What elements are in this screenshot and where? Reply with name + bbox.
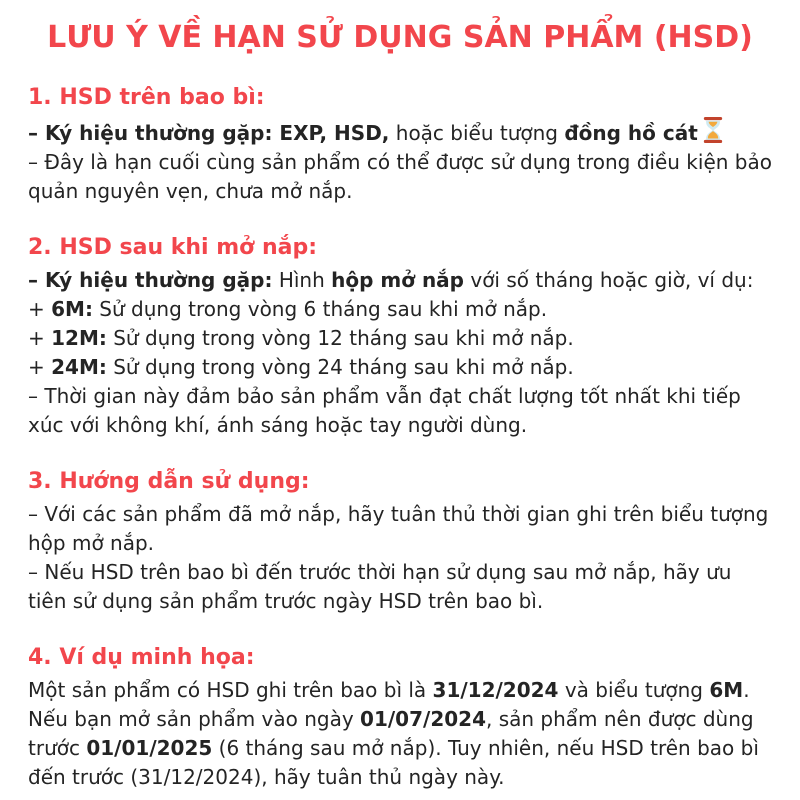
- paragraph-example: [28, 676, 772, 792]
- hourglass-icon: [702, 116, 724, 144]
- text-segment: +: [28, 297, 52, 321]
- text-segment: 12M:: [51, 326, 107, 350]
- text-segment: và biểu tượng: [558, 678, 710, 702]
- text-segment: 6M: [709, 678, 744, 702]
- page-title: LƯU Ý VỀ HẠN SỬ DỤNG SẢN PHẨM (HSD): [47, 20, 753, 55]
- text-segment: Sử dụng trong vòng 6 tháng sau khi mở nắp.: [92, 297, 548, 321]
- text-segment: – Đây là hạn cuối cùng sản phẩm có thể được sử dụng trong điều kiện bảo quản nguyên vẹn, chưa mở nắp.: [28, 150, 772, 203]
- text-segment: hộp mở nắp: [331, 268, 464, 292]
- section-heading-1: 1. HSD trên bao bì:: [28, 85, 265, 110]
- paragraph-prioritize-packaging-date: [28, 558, 772, 616]
- text-segment: 01/07/2024: [360, 707, 486, 731]
- text-segment: – Thời gian này đảm bảo sản phẩm vẫn đạt chất lượng tốt nhất khi tiếp xúc với không khí, ánh sáng hoặc tay người dùng.: [28, 384, 741, 437]
- text-segment: với số tháng hoặc giờ, ví dụ:: [464, 268, 754, 292]
- text-segment: đồng hồ cát: [564, 121, 698, 145]
- section-hsd-after-opening: [28, 235, 772, 440]
- paragraph-open-jar-symbol: [28, 266, 772, 295]
- section-heading-3: 3. Hướng dẫn sử dụng:: [28, 469, 310, 494]
- text-segment: Sử dụng trong vòng 24 tháng sau khi mở nắp.: [106, 355, 574, 379]
- paragraph-quality-guarantee: [28, 382, 772, 440]
- text-segment: 6M:: [51, 297, 93, 321]
- section-usage-instructions: [28, 469, 772, 616]
- text-segment: (6 tháng sau mở nắp). Tuy nhiên, nếu HSD trên bao bì đến trước (31/12/2024), hãy tuân thủ ngày này.: [28, 736, 759, 789]
- text-segment: 31/12/2024: [432, 678, 559, 702]
- text-segment: 01/01/2025: [86, 736, 213, 760]
- text-segment: +: [28, 326, 52, 350]
- text-segment: – Nếu HSD trên bao bì đến trước thời hạn sử dụng sau mở nắp, hãy ưu tiên sử dụng sản phẩm trước ngày HSD trên bao bì.: [28, 560, 732, 613]
- text-segment: hoặc biểu tượng: [389, 121, 565, 145]
- text-segment: Sử dụng trong vòng 12 tháng sau khi mở nắp.: [106, 326, 574, 350]
- paragraph-24m: [28, 353, 772, 382]
- text-segment: Một sản phẩm có HSD ghi trên bao bì là: [28, 678, 433, 702]
- section-hsd-on-packaging: [28, 85, 772, 206]
- paragraph-12m: [28, 324, 772, 353]
- text-segment: Hình: [272, 268, 332, 292]
- text-segment: . Nếu bạn mở sản phẩm vào ngày: [28, 678, 750, 731]
- section-heading-2: 2. HSD sau khi mở nắp:: [28, 235, 318, 260]
- text-segment: +: [28, 355, 52, 379]
- text-segment: 24M:: [51, 355, 107, 379]
- text-segment: , sản phẩm nên được dùng trước: [28, 707, 754, 760]
- paragraph-6m: [28, 295, 772, 324]
- paragraph-follow-open-jar-time: [28, 500, 772, 558]
- text-segment: – Ký hiệu thường gặp:: [28, 268, 273, 292]
- paragraph-symbols-on-packaging: [28, 116, 772, 148]
- section-heading-4: 4. Ví dụ minh họa:: [28, 645, 255, 670]
- text-segment: – Ký hiệu thường gặp: EXP, HSD,: [28, 121, 390, 145]
- section-example: [28, 645, 772, 792]
- paragraph-packaging-definition: [28, 148, 772, 206]
- text-segment: – Với các sản phẩm đã mở nắp, hãy tuân thủ thời gian ghi trên biểu tượng hộp mở nắp.: [28, 502, 769, 555]
